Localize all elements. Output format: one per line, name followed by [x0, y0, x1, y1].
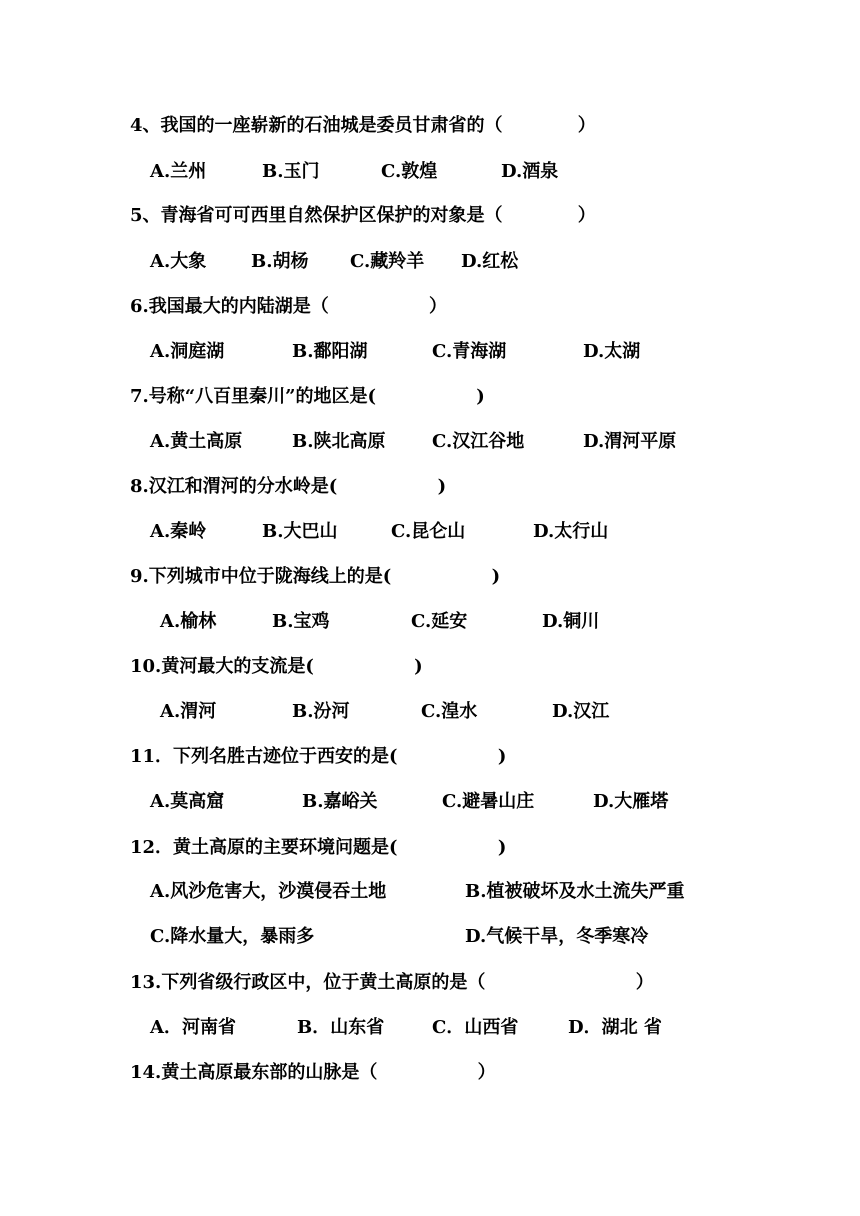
question-4-option-b: B.玉门: [262, 161, 320, 182]
question-9-option-b: B.宝鸡: [272, 611, 330, 632]
question-10-option-a: A.渭河: [160, 701, 217, 722]
question-8-option-c: C.昆仑山: [391, 521, 466, 542]
question-7-option-a: A.黄土高原: [150, 431, 243, 452]
question-6-stem: 6.我国最大的内陆湖是（ ）: [130, 296, 448, 317]
question-7-option-b: B.陕北高原: [292, 431, 386, 452]
question-9-option-d: D.铜川: [542, 611, 600, 632]
question-11-option-a: A.莫高窟: [150, 791, 225, 812]
question-10-option-d: D.汉江: [552, 701, 610, 722]
question-4-stem: 4、我国的一座崭新的石油城是委员甘肃省的（ ）: [130, 115, 596, 136]
question-12-option-a: A.风沙危害大，沙漠侵吞土地: [150, 881, 387, 902]
question-9-option-a: A.榆林: [160, 611, 217, 632]
question-8-option-d: D.太行山: [533, 521, 609, 542]
question-13-stem: 13.下列省级行政区中，位于黄土高原的是（ ）: [130, 972, 654, 993]
question-4-option-d: D.酒泉: [501, 161, 559, 182]
question-13-option-b: B．山东省: [297, 1017, 385, 1038]
question-12-option-c: C.降水量大，暴雨多: [150, 926, 315, 947]
question-14-stem: 14.黄土高原最东部的山脉是（ ）: [130, 1062, 496, 1083]
question-9-option-c: C.延安: [411, 611, 468, 632]
question-5-option-d: D.红松: [461, 251, 519, 272]
question-10-option-c: C.湟水: [421, 701, 478, 722]
question-9-stem: 9.下列城市中位于陇海线上的是( ): [130, 566, 501, 587]
question-5-option-c: C.藏羚羊: [350, 251, 425, 272]
question-4-option-c: C.敦煌: [381, 161, 438, 182]
question-13-option-d: D．湖北 省: [568, 1017, 662, 1038]
question-6-option-d: D.太湖: [583, 341, 641, 362]
question-8-option-b: B.大巴山: [262, 521, 338, 542]
question-11-option-b: B.嘉峪关: [302, 791, 378, 812]
question-12-option-b: B.植被破坏及水土流失严重: [465, 881, 685, 902]
question-13-option-a: A．河南省: [150, 1017, 236, 1038]
question-6-option-b: B.鄱阳湖: [292, 341, 368, 362]
question-11-option-c: C.避暑山庄: [442, 791, 535, 812]
question-6-option-c: C.青海湖: [432, 341, 507, 362]
question-13-option-c: C．山西省: [432, 1017, 519, 1038]
question-8-option-a: A.秦岭: [150, 521, 207, 542]
question-5-option-a: A.大象: [150, 251, 207, 272]
question-5-option-b: B.胡杨: [251, 251, 309, 272]
question-11-option-d: D.大雁塔: [593, 791, 669, 812]
question-12-option-d: D.气候干旱，冬季寒冷: [465, 926, 649, 947]
question-7-option-d: D.渭河平原: [583, 431, 677, 452]
question-10-option-b: B.汾河: [292, 701, 350, 722]
question-12-stem: 12．黄土高原的主要环境问题是( ): [130, 837, 507, 858]
question-7-option-c: C.汉江谷地: [432, 431, 525, 452]
question-11-stem: 11．下列名胜古迹位于西安的是( ): [130, 746, 507, 767]
question-5-stem: 5、青海省可可西里自然保护区保护的对象是（ ）: [130, 205, 596, 226]
question-7-stem: 7.号称“八百里秦川”的地区是( ): [130, 386, 485, 407]
question-8-stem: 8.汉江和渭河的分水岭是( ): [130, 476, 447, 497]
question-4-option-a: A.兰州: [150, 161, 207, 182]
question-10-stem: 10.黄河最大的支流是( ): [130, 656, 423, 677]
question-6-option-a: A.洞庭湖: [150, 341, 225, 362]
